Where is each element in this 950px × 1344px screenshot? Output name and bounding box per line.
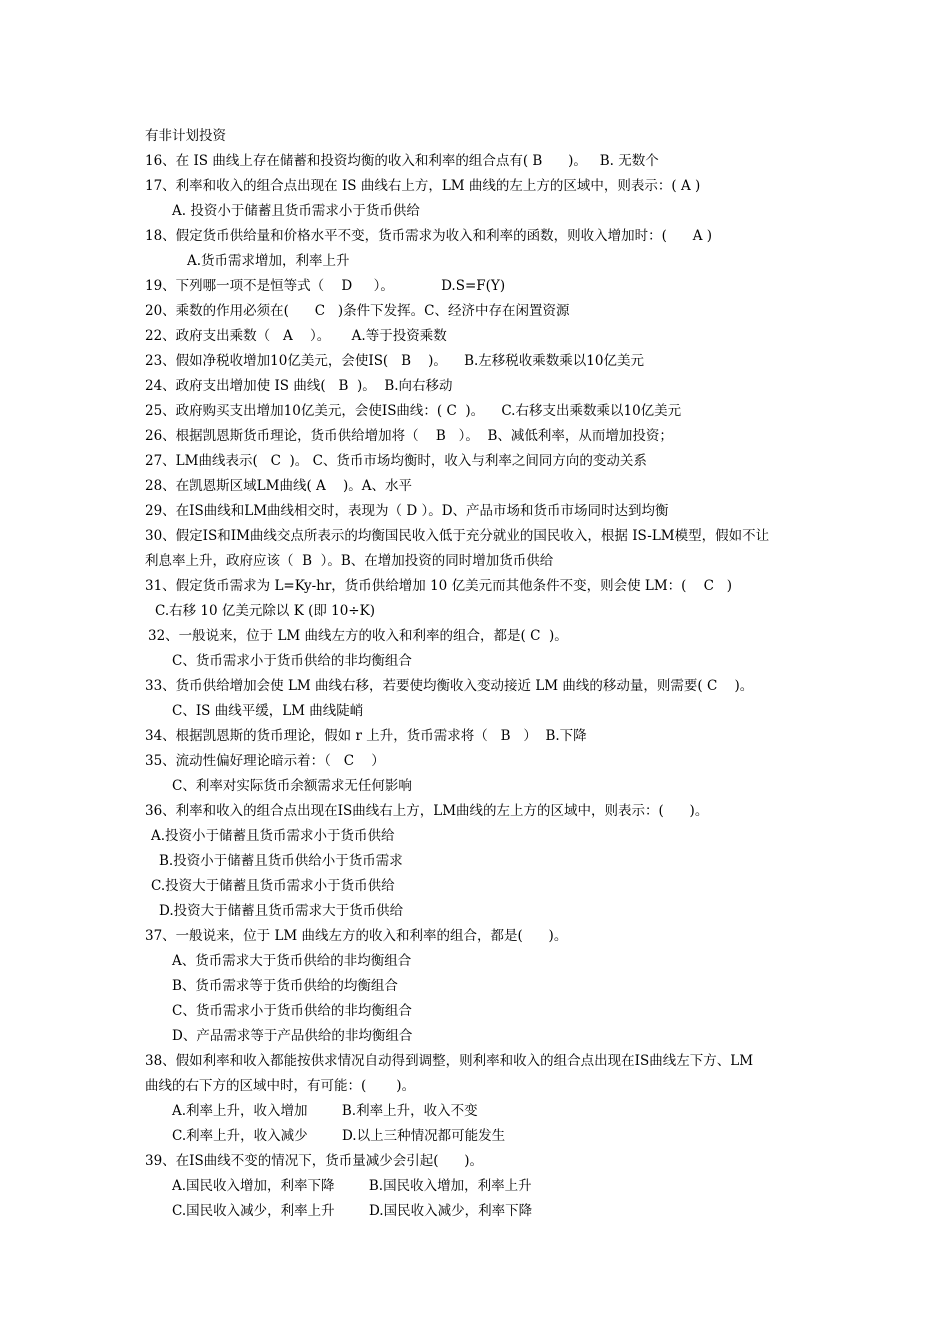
question-36: 36、利率和收入的组合点出现在IS曲线右上方，LM曲线的左上方的区域中，则表示：( )。 bbox=[145, 803, 709, 819]
question-33: 33、货币供给增加会使 LM 曲线右移，若要使均衡收入变动接近 LM 曲线的移动量，则需要( C )。 bbox=[145, 678, 754, 694]
question-39: 39、在IS曲线不变的情况下，货币量减少会引起( )。 bbox=[145, 1153, 484, 1169]
answer-line: C、货币需求小于货币供给的非均衡组合 bbox=[172, 653, 412, 669]
question-17: 17、利率和收入的组合点出现在 IS 曲线右上方，LM 曲线的左上方的区域中，则表示：( A ) bbox=[145, 178, 701, 194]
question-29: 29、在IS曲线和LM曲线相交时，表现为（ D ）。D、产品市场和货币市场同时达到均衡 bbox=[145, 503, 669, 519]
question-30: 30、假定IS和IM曲线交点所表示的均衡国民收入低于充分就业的国民收入，根据 IS-LM模型，假如不让 bbox=[145, 528, 770, 544]
question-22: 22、政府支出乘数（ A ）。 A.等于投资乘数 bbox=[145, 328, 447, 344]
question-34: 34、根据凯恩斯的货币理论，假如 r 上升，货币需求将（ B ） B.下降 bbox=[145, 728, 587, 744]
question-31: 31、假定货币需求为 L=Ky-hr，货币供给增加 10 亿美元而其他条件不变，则会使 LM：( C ) bbox=[145, 578, 733, 594]
answer-line: C.右移 10 亿美元除以 K (即 10÷K) bbox=[155, 603, 375, 619]
question-27: 27、LM曲线表示( C )。 C、货币市场均衡时，收入与利率之间同方向的变动关系 bbox=[145, 453, 647, 469]
options-ab: A.利率上升，收入增加 B.利率上升，收入不变 bbox=[172, 1103, 478, 1119]
question-23: 23、假如净税收增加10亿美元，会使IS( B )。 B.左移税收乘数乘以10亿美元 bbox=[145, 353, 644, 369]
question-32: 32、一般说来，位于 LM 曲线左方的收入和利率的组合，都是( C )。 bbox=[148, 628, 568, 644]
answer-line: A. 投资小于储蓄且货币需求小于货币供给 bbox=[172, 203, 420, 219]
text-line: 有非计划投资 bbox=[145, 128, 226, 144]
question-26: 26、根据凯恩斯货币理论，货币供给增加将（ B ）。 B、减低利率，从而增加投资； bbox=[145, 428, 673, 444]
option-d: D.投资大于储蓄且货币需求大于货币供给 bbox=[159, 903, 404, 919]
options-cd: C.利率上升，收入减少 D.以上三种情况都可能发生 bbox=[172, 1128, 506, 1144]
question-20: 20、乘数的作用必须在( C )条件下发挥。C、经济中存在闲置资源 bbox=[145, 303, 570, 319]
option-c: C.投资大于储蓄且货币需求小于货币供给 bbox=[151, 878, 395, 894]
question-35: 35、流动性偏好理论暗示着：（ C ） bbox=[145, 753, 385, 769]
question-18: 18、假定货币供给量和价格水平不变，货币需求为收入和利率的函数，则收入增加时：( A ) bbox=[145, 228, 712, 244]
question-38-continued: 曲线的右下方的区域中时，有可能：( )。 bbox=[145, 1078, 416, 1094]
answer-line: C、利率对实际货币余额需求无任何影响 bbox=[172, 778, 412, 794]
answer-line: C、IS 曲线平缓，LM 曲线陡峭 bbox=[172, 703, 364, 719]
options-cd: C.国民收入减少，利率上升 D.国民收入减少，利率下降 bbox=[172, 1203, 533, 1219]
option-b: B、货币需求等于货币供给的均衡组合 bbox=[172, 978, 398, 994]
question-28: 28、在凯恩斯区域LM曲线( A )。A、水平 bbox=[145, 478, 412, 494]
question-19: 19、下列哪一项不是恒等式（ D ）。 D.S=F(Y) bbox=[145, 278, 506, 294]
option-b: B.投资小于储蓄且货币供给小于货币需求 bbox=[159, 853, 403, 869]
option-d: D、产品需求等于产品供给的非均衡组合 bbox=[172, 1028, 413, 1044]
question-25: 25、政府购买支出增加10亿美元，会使IS曲线：( C )。 C.右移支出乘数乘以10亿美元 bbox=[145, 403, 682, 419]
question-38: 38、假如利率和收入都能按供求情况自动得到调整，则利率和收入的组合点出现在IS曲线左下方、LM bbox=[145, 1053, 754, 1069]
answer-line: A.货币需求增加，利率上升 bbox=[187, 253, 350, 269]
question-30-continued: 利息率上升，政府应该（ B ）。B、在增加投资的同时增加货币供给 bbox=[145, 553, 554, 569]
option-a: A.投资小于储蓄且货币需求小于货币供给 bbox=[151, 828, 395, 844]
options-ab: A.国民收入增加，利率下降 B.国民收入增加，利率上升 bbox=[172, 1178, 532, 1194]
question-37: 37、一般说来，位于 LM 曲线左方的收入和利率的组合，都是( )。 bbox=[145, 928, 568, 944]
option-c: C、货币需求小于货币供给的非均衡组合 bbox=[172, 1003, 412, 1019]
question-24: 24、政府支出增加使 IS 曲线( B )。 B.向右移动 bbox=[145, 378, 453, 394]
question-16: 16、在 IS 曲线上存在储蓄和投资均衡的收入和利率的组合点有( B )。 B. 无数个 bbox=[145, 153, 659, 169]
option-a: A、货币需求大于货币供给的非均衡组合 bbox=[172, 953, 412, 969]
